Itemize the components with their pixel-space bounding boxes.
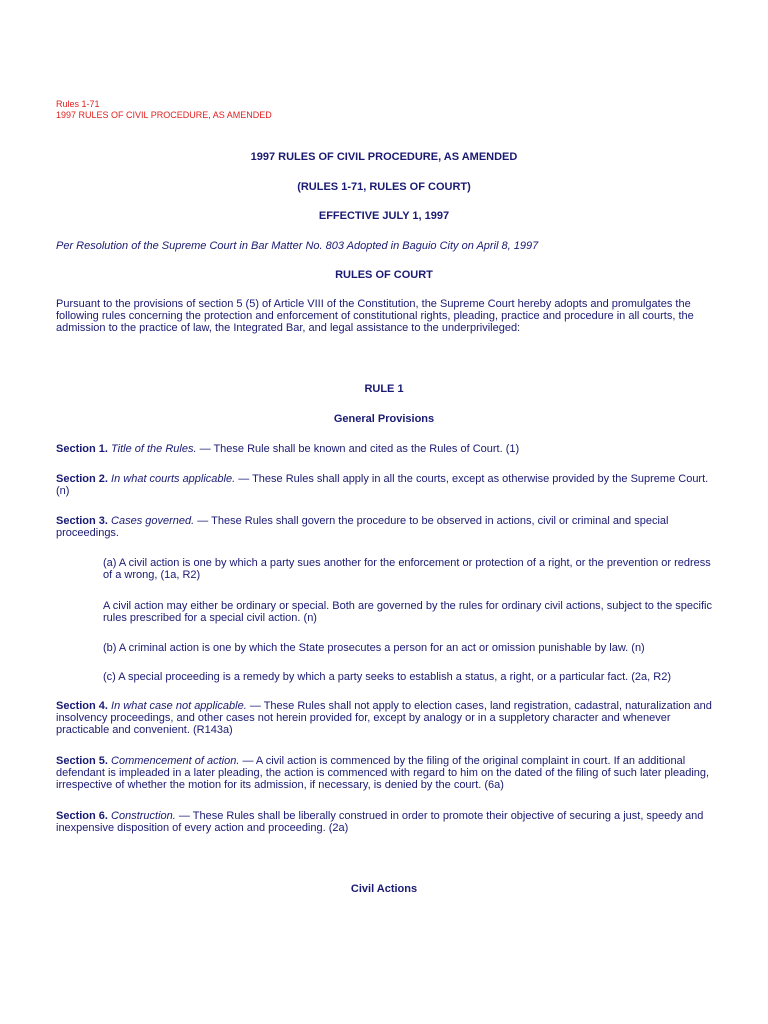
- section-text: — A civil action is commenced by the filing of the original complaint in court. If an additional defendant is impleaded in a later pleading, the action is commenced with regard to him on the dated of the filing of such later pleading, irrespective of whether the motion for its admission, if necessary, is denied by the court. (6a): [56, 755, 710, 791]
- section-3-civil-action: (a) A civil action is one by which a party sues another for the enforcement or protection of a right, or the prevention or redress of a wrong, (1a, R2): [103, 557, 711, 581]
- effective-date: EFFECTIVE JULY 1, 1997: [318, 210, 450, 222]
- header-title: 1997 RULES OF CIVIL PROCEDURE, AS AMENDED: [56, 110, 272, 120]
- section-number: Section 6.: [56, 810, 108, 822]
- document-subtitle: (RULES 1-71, RULES OF COURT): [297, 181, 471, 193]
- section-title: In what courts applicable.: [111, 473, 236, 485]
- rule-heading: RULE 1: [364, 383, 404, 395]
- section-3-civil-action-types: A civil action may either be ordinary or special. Both are governed by the rules for ordinary civil actions, subject to the specific rules prescribed for a special civil action. (n): [103, 600, 712, 624]
- section-title: Construction.: [111, 810, 176, 822]
- section-6: [56, 810, 716, 834]
- section-3: [56, 515, 716, 539]
- section-5: [56, 755, 716, 791]
- section-number: Section 4.: [56, 700, 108, 712]
- rules-of-court-heading: RULES OF COURT: [335, 269, 433, 281]
- section-3-criminal-action: (b) A criminal action is one by which the State prosecutes a person for an act or omission punishable by law. (n): [103, 642, 645, 654]
- civil-actions-heading: Civil Actions: [350, 883, 418, 895]
- section-1: [56, 443, 716, 455]
- header-rules-range: Rules 1-71: [56, 99, 100, 109]
- section-number: Section 2.: [56, 473, 108, 485]
- section-title: Title of the Rules.: [111, 443, 197, 455]
- section-text: — These Rules shall not apply to election cases, land registration, cadastral, naturalization and insolvency proceedings, and other cases not herein provided for, except by analogy or in a suppletory character and whenever practicable and convenient. (R143a): [56, 700, 712, 736]
- document-title: 1997 RULES OF CIVIL PROCEDURE, AS AMENDED: [250, 151, 518, 163]
- section-text: — These Rule shall be known and cited as the Rules of Court. (1): [196, 443, 520, 455]
- section-3-special-proceeding: (c) A special proceeding is a remedy by which a party seeks to establish a status, a right, or a particular fact. (2a, R2): [103, 671, 671, 683]
- section-number: Section 3.: [56, 515, 108, 527]
- section-number: Section 1.: [56, 443, 108, 455]
- section-text: — These Rules shall apply in all the courts, except as otherwise provided by the Supreme Court. (n): [56, 473, 709, 497]
- section-4: [56, 700, 716, 736]
- section-text: — These Rules shall govern the procedure to be observed in actions, civil or criminal and special proceedings.: [56, 515, 669, 539]
- section-number: Section 5.: [56, 755, 108, 767]
- section-title: Cases governed.: [111, 515, 195, 527]
- section-2: [56, 473, 716, 497]
- section-title: Commencement of action.: [111, 755, 240, 767]
- rule-subheading: General Provisions: [333, 413, 435, 425]
- running-header: [56, 99, 272, 121]
- preamble-paragraph: Pursuant to the provisions of section 5 (5) of Article VIII of the Constitution, the Supreme Court hereby adopts and promulgates the following rules concerning the protection and enforcement of constitutional rights, pleading, practice and procedure in all courts, the admission to the practice of law, the Integrated Bar, and legal assistance to the underprivileged:: [56, 298, 694, 334]
- resolution-note: Per Resolution of the Supreme Court in Bar Matter No. 803 Adopted in Baguio City on April 8, 1997: [56, 240, 539, 252]
- section-text: — These Rules shall be liberally construed in order to promote their objective of securing a just, speedy and inexpensive disposition of every action and proceeding. (2a): [56, 810, 704, 834]
- section-title: In what case not applicable.: [111, 700, 247, 712]
